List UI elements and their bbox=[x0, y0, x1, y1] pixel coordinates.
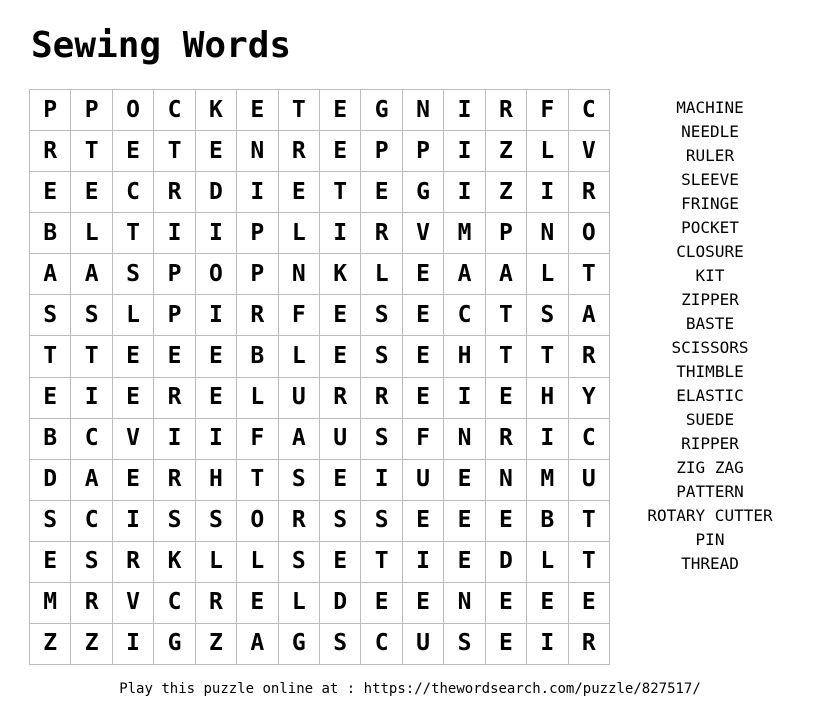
grid-cell[interactable]: A bbox=[237, 624, 278, 665]
grid-cell[interactable]: I bbox=[527, 419, 568, 460]
grid-cell[interactable]: T bbox=[320, 172, 361, 213]
grid-cell[interactable]: S bbox=[361, 419, 402, 460]
grid-cell[interactable]: R bbox=[196, 583, 237, 624]
grid-cell[interactable]: F bbox=[403, 419, 444, 460]
grid-cell[interactable]: K bbox=[154, 542, 195, 583]
grid-cell[interactable]: G bbox=[403, 172, 444, 213]
grid-cell[interactable]: E bbox=[444, 501, 485, 542]
word-list-item: PIN bbox=[695, 530, 725, 549]
grid-cell[interactable]: I bbox=[320, 213, 361, 254]
grid-cell[interactable]: I bbox=[527, 172, 568, 213]
grid-cell[interactable]: Z bbox=[196, 624, 237, 665]
grid-cell[interactable]: T bbox=[527, 336, 568, 377]
grid-cell[interactable]: C bbox=[444, 295, 485, 336]
grid-cell[interactable]: E bbox=[569, 583, 610, 624]
grid-cell[interactable]: T bbox=[486, 336, 527, 377]
grid-cell[interactable]: T bbox=[569, 501, 610, 542]
grid-cell[interactable]: I bbox=[196, 213, 237, 254]
word-list-item: SCISSORS bbox=[671, 338, 749, 357]
grid-cell[interactable]: N bbox=[237, 131, 278, 172]
grid-cell[interactable]: R bbox=[361, 213, 402, 254]
grid-cell[interactable]: U bbox=[320, 419, 361, 460]
grid-cell[interactable]: Z bbox=[30, 624, 71, 665]
word-list-item: CLOSURE bbox=[676, 242, 744, 261]
grid-cell[interactable]: E bbox=[320, 295, 361, 336]
grid-cell[interactable]: R bbox=[71, 583, 112, 624]
grid-cell[interactable]: T bbox=[569, 254, 610, 295]
grid-cell[interactable]: E bbox=[486, 624, 527, 665]
grid-cell[interactable]: V bbox=[113, 583, 154, 624]
grid-cell[interactable]: R bbox=[154, 460, 195, 501]
grid-cell[interactable]: A bbox=[569, 295, 610, 336]
grid-cell[interactable]: E bbox=[403, 336, 444, 377]
grid-cell[interactable]: L bbox=[527, 542, 568, 583]
grid-cell[interactable]: G bbox=[154, 624, 195, 665]
grid-cell[interactable]: P bbox=[30, 90, 71, 131]
grid-cell[interactable]: E bbox=[403, 295, 444, 336]
word-list-item: MACHINE bbox=[676, 98, 744, 117]
grid-cell[interactable]: B bbox=[30, 419, 71, 460]
grid-cell[interactable]: K bbox=[320, 254, 361, 295]
grid-cell[interactable]: I bbox=[154, 213, 195, 254]
grid-cell[interactable]: E bbox=[237, 90, 278, 131]
grid-cell[interactable]: S bbox=[527, 295, 568, 336]
word-list-item: NEEDLE bbox=[681, 122, 739, 141]
grid-cell[interactable]: S bbox=[320, 501, 361, 542]
grid-cell[interactable]: S bbox=[154, 501, 195, 542]
grid-cell[interactable]: P bbox=[154, 295, 195, 336]
grid-cell[interactable]: N bbox=[279, 254, 320, 295]
grid-cell[interactable]: I bbox=[154, 419, 195, 460]
grid-cell[interactable]: I bbox=[196, 419, 237, 460]
grid-cell[interactable]: R bbox=[486, 419, 527, 460]
grid-cell[interactable]: E bbox=[320, 131, 361, 172]
grid-cell[interactable]: E bbox=[403, 583, 444, 624]
grid-cell[interactable]: E bbox=[320, 336, 361, 377]
grid-cell[interactable]: P bbox=[237, 254, 278, 295]
grid-cell[interactable]: R bbox=[361, 378, 402, 419]
word-list-item: SUEDE bbox=[685, 410, 735, 429]
grid-cell[interactable]: D bbox=[320, 583, 361, 624]
grid-cell[interactable]: B bbox=[237, 336, 278, 377]
grid-cell[interactable]: S bbox=[279, 460, 320, 501]
grid-cell[interactable]: S bbox=[444, 624, 485, 665]
grid-cell[interactable]: T bbox=[30, 336, 71, 377]
word-list-item: ZIPPER bbox=[681, 290, 739, 309]
grid-cell[interactable]: P bbox=[486, 213, 527, 254]
grid-cell[interactable]: A bbox=[30, 254, 71, 295]
grid-cell[interactable]: U bbox=[279, 378, 320, 419]
grid-cell[interactable]: V bbox=[569, 131, 610, 172]
grid-cell[interactable]: N bbox=[403, 90, 444, 131]
grid-cell[interactable]: C bbox=[154, 90, 195, 131]
grid-cell[interactable]: C bbox=[569, 90, 610, 131]
grid-cell[interactable]: R bbox=[569, 172, 610, 213]
grid-cell[interactable]: N bbox=[527, 213, 568, 254]
grid-cell[interactable]: I bbox=[444, 90, 485, 131]
grid-cell[interactable]: T bbox=[113, 213, 154, 254]
grid-cell[interactable]: T bbox=[71, 336, 112, 377]
letter-grid bbox=[29, 89, 610, 665]
grid-cell[interactable]: S bbox=[320, 624, 361, 665]
grid-cell[interactable]: L bbox=[527, 131, 568, 172]
grid-cell[interactable]: E bbox=[113, 131, 154, 172]
grid-cell[interactable]: L bbox=[71, 213, 112, 254]
grid-cell[interactable]: C bbox=[71, 419, 112, 460]
grid-cell[interactable]: B bbox=[527, 501, 568, 542]
word-list-item: ZIG ZAG bbox=[676, 458, 744, 477]
grid-cell[interactable]: E bbox=[279, 172, 320, 213]
grid-cell[interactable]: E bbox=[486, 583, 527, 624]
grid-cell[interactable]: Z bbox=[486, 172, 527, 213]
grid-cell[interactable]: O bbox=[237, 501, 278, 542]
grid-cell[interactable]: L bbox=[279, 336, 320, 377]
grid-cell[interactable]: R bbox=[30, 131, 71, 172]
grid-cell[interactable]: T bbox=[486, 295, 527, 336]
grid-cell[interactable]: E bbox=[527, 583, 568, 624]
grid-cell[interactable]: E bbox=[71, 172, 112, 213]
grid-cell[interactable]: E bbox=[113, 336, 154, 377]
grid-cell[interactable]: I bbox=[403, 542, 444, 583]
grid-cell[interactable]: E bbox=[320, 542, 361, 583]
word-list-item: FRINGE bbox=[681, 194, 739, 213]
grid-cell[interactable]: Z bbox=[486, 131, 527, 172]
grid-cell[interactable]: E bbox=[30, 378, 71, 419]
word-list-item: THIMBLE bbox=[676, 362, 744, 381]
grid-cell[interactable]: C bbox=[569, 419, 610, 460]
grid-cell[interactable]: E bbox=[403, 254, 444, 295]
grid-cell[interactable]: E bbox=[444, 542, 485, 583]
grid-cell[interactable]: E bbox=[403, 378, 444, 419]
grid-cell[interactable]: S bbox=[71, 542, 112, 583]
grid-cell[interactable]: Y bbox=[569, 378, 610, 419]
grid-cell[interactable]: E bbox=[30, 542, 71, 583]
grid-cell[interactable]: L bbox=[361, 254, 402, 295]
grid-cell[interactable]: T bbox=[237, 460, 278, 501]
grid-cell[interactable]: E bbox=[403, 501, 444, 542]
word-list-item: ROTARY CUTTER bbox=[647, 506, 773, 525]
grid-cell[interactable]: I bbox=[113, 624, 154, 665]
word-list-item: ELASTIC bbox=[676, 386, 744, 405]
grid-cell[interactable]: A bbox=[71, 460, 112, 501]
grid-cell[interactable]: F bbox=[237, 419, 278, 460]
grid-cell[interactable]: F bbox=[279, 295, 320, 336]
grid-cell[interactable]: R bbox=[279, 131, 320, 172]
grid-cell[interactable]: I bbox=[113, 501, 154, 542]
grid-cell[interactable]: C bbox=[361, 624, 402, 665]
grid-cell[interactable]: L bbox=[279, 213, 320, 254]
grid-cell[interactable]: D bbox=[196, 172, 237, 213]
grid-cell[interactable]: M bbox=[444, 213, 485, 254]
puzzle-title: Sewing Words bbox=[31, 25, 292, 66]
grid-cell[interactable]: E bbox=[361, 583, 402, 624]
grid-cell[interactable]: R bbox=[154, 378, 195, 419]
grid-cell[interactable]: E bbox=[486, 378, 527, 419]
grid-cell[interactable]: C bbox=[113, 172, 154, 213]
grid-cell[interactable]: L bbox=[527, 254, 568, 295]
grid-cell[interactable]: D bbox=[486, 542, 527, 583]
grid-cell[interactable]: L bbox=[237, 542, 278, 583]
grid-cell[interactable]: A bbox=[444, 254, 485, 295]
grid-cell[interactable]: A bbox=[71, 254, 112, 295]
grid-cell[interactable]: U bbox=[403, 460, 444, 501]
grid-cell[interactable]: E bbox=[196, 131, 237, 172]
grid-cell[interactable]: I bbox=[237, 172, 278, 213]
grid-cell[interactable]: E bbox=[444, 460, 485, 501]
grid-cell[interactable]: R bbox=[486, 90, 527, 131]
grid-cell[interactable]: E bbox=[113, 460, 154, 501]
grid-cell[interactable]: P bbox=[237, 213, 278, 254]
grid-cell[interactable]: G bbox=[361, 90, 402, 131]
grid-cell[interactable]: I bbox=[361, 460, 402, 501]
grid-cell[interactable]: R bbox=[569, 624, 610, 665]
grid-cell[interactable]: M bbox=[527, 460, 568, 501]
grid-cell[interactable]: K bbox=[196, 90, 237, 131]
grid-cell[interactable]: E bbox=[196, 378, 237, 419]
word-list-item: SLEEVE bbox=[681, 170, 739, 189]
grid-cell[interactable]: I bbox=[444, 378, 485, 419]
grid-cell[interactable]: E bbox=[361, 172, 402, 213]
grid-cell[interactable]: E bbox=[320, 90, 361, 131]
grid-cell[interactable]: E bbox=[30, 172, 71, 213]
grid-cell[interactable]: I bbox=[71, 378, 112, 419]
word-list-item: RIPPER bbox=[681, 434, 739, 453]
grid-cell[interactable]: L bbox=[196, 542, 237, 583]
grid-cell[interactable]: O bbox=[113, 90, 154, 131]
grid-cell[interactable]: S bbox=[361, 295, 402, 336]
grid-cell[interactable]: R bbox=[154, 172, 195, 213]
word-list-item: POCKET bbox=[681, 218, 739, 237]
grid-cell[interactable]: R bbox=[113, 542, 154, 583]
grid-cell[interactable]: P bbox=[71, 90, 112, 131]
grid-cell[interactable]: Z bbox=[71, 624, 112, 665]
grid-cell[interactable]: T bbox=[154, 131, 195, 172]
grid-cell[interactable]: S bbox=[71, 295, 112, 336]
grid-cell[interactable]: N bbox=[444, 419, 485, 460]
grid-cell[interactable]: L bbox=[237, 378, 278, 419]
grid-cell[interactable]: S bbox=[361, 336, 402, 377]
grid-cell[interactable]: E bbox=[154, 336, 195, 377]
grid-cell[interactable]: S bbox=[30, 295, 71, 336]
grid-cell[interactable]: B bbox=[30, 213, 71, 254]
grid-cell[interactable]: P bbox=[154, 254, 195, 295]
word-list-item: THREAD bbox=[681, 554, 739, 573]
word-list-item: KIT bbox=[695, 266, 725, 285]
grid-cell[interactable]: R bbox=[279, 501, 320, 542]
grid-cell[interactable]: H bbox=[196, 460, 237, 501]
grid-cell[interactable]: N bbox=[444, 583, 485, 624]
grid-cell[interactable]: U bbox=[569, 460, 610, 501]
grid-cell[interactable]: S bbox=[361, 501, 402, 542]
grid-cell[interactable]: M bbox=[30, 583, 71, 624]
grid-cell[interactable]: T bbox=[71, 131, 112, 172]
grid-cell[interactable]: T bbox=[569, 542, 610, 583]
grid-cell[interactable]: S bbox=[279, 542, 320, 583]
grid-cell[interactable]: N bbox=[486, 460, 527, 501]
word-list-item: RULER bbox=[685, 146, 735, 165]
grid-cell[interactable]: C bbox=[154, 583, 195, 624]
grid-cell[interactable]: S bbox=[113, 254, 154, 295]
grid-cell[interactable]: R bbox=[569, 336, 610, 377]
grid-cell[interactable]: S bbox=[30, 501, 71, 542]
grid-cell[interactable]: T bbox=[361, 542, 402, 583]
grid-cell[interactable]: A bbox=[279, 419, 320, 460]
grid-cell[interactable]: C bbox=[71, 501, 112, 542]
grid-cell[interactable]: E bbox=[196, 336, 237, 377]
grid-cell[interactable]: A bbox=[486, 254, 527, 295]
grid-cell[interactable]: V bbox=[403, 213, 444, 254]
grid-cell[interactable]: R bbox=[237, 295, 278, 336]
grid-cell[interactable]: T bbox=[279, 90, 320, 131]
grid-cell[interactable]: I bbox=[444, 172, 485, 213]
grid-cell[interactable]: I bbox=[196, 295, 237, 336]
footer-link-text: Play this puzzle online at : https://thewordsearch.com/puzzle/827517/ bbox=[119, 681, 701, 697]
grid-cell[interactable]: L bbox=[279, 583, 320, 624]
grid-cell[interactable]: F bbox=[527, 90, 568, 131]
grid-cell[interactable]: H bbox=[527, 378, 568, 419]
grid-cell[interactable]: O bbox=[196, 254, 237, 295]
grid-cell[interactable]: G bbox=[279, 624, 320, 665]
grid-cell[interactable]: U bbox=[403, 624, 444, 665]
grid-cell[interactable]: I bbox=[527, 624, 568, 665]
grid-cell[interactable]: H bbox=[444, 336, 485, 377]
grid-cell[interactable]: I bbox=[444, 131, 485, 172]
grid-cell[interactable]: E bbox=[320, 460, 361, 501]
grid-cell[interactable]: E bbox=[237, 583, 278, 624]
word-list-item: PATTERN bbox=[676, 482, 744, 501]
grid-cell[interactable]: V bbox=[113, 419, 154, 460]
grid-cell[interactable]: D bbox=[30, 460, 71, 501]
grid-cell[interactable]: P bbox=[403, 131, 444, 172]
grid-cell[interactable]: S bbox=[196, 501, 237, 542]
grid-cell[interactable]: O bbox=[569, 213, 610, 254]
grid-cell[interactable]: E bbox=[486, 501, 527, 542]
grid-cell[interactable]: E bbox=[113, 378, 154, 419]
grid-cell[interactable]: R bbox=[320, 378, 361, 419]
grid-cell[interactable]: L bbox=[113, 295, 154, 336]
word-list bbox=[630, 96, 790, 576]
word-list-item: BASTE bbox=[685, 314, 735, 333]
grid-cell[interactable]: P bbox=[361, 131, 402, 172]
